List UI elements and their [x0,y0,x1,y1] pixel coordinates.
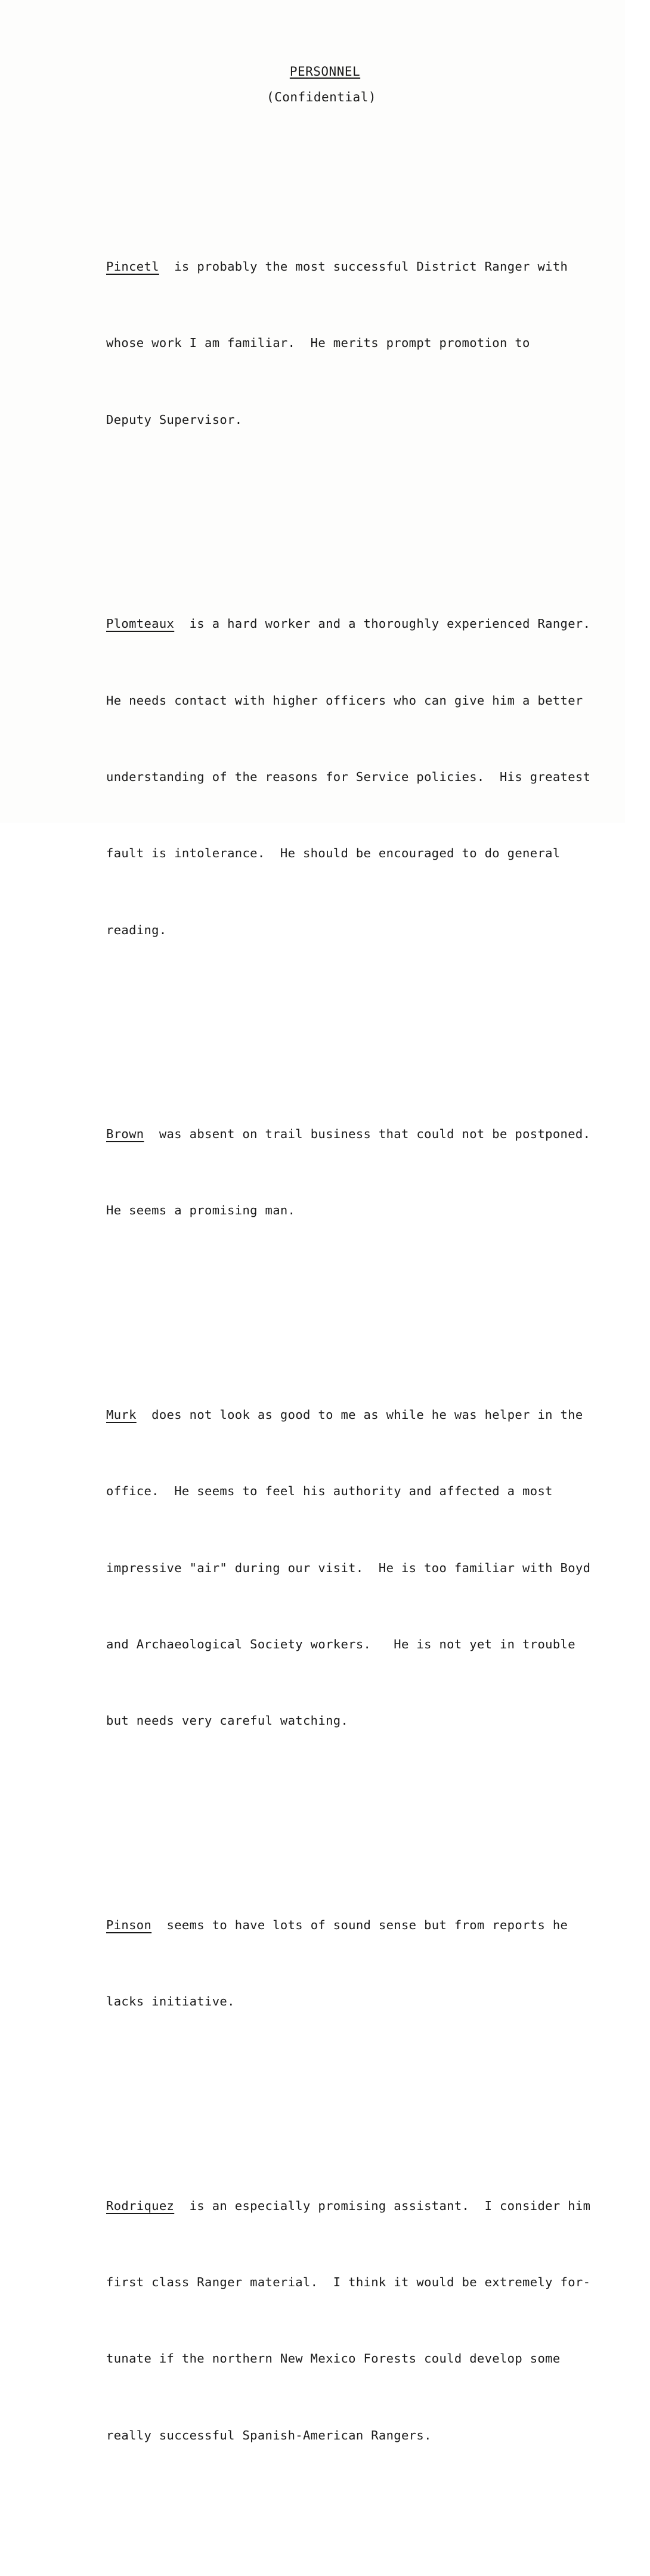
paragraph-line: fault is intolerance. He should be encouraged to do general [106,846,561,861]
person-name: Pincetl [106,259,159,274]
paragraph-line: He needs contact with higher officers who can give him a better [106,693,583,708]
paragraph-text: is an especially promising assistant. I consider him [174,2198,591,2213]
paragraph-pinson [106,1861,604,2065]
paragraph-first-line [106,1121,604,1147]
paragraph-first-line [106,1912,604,1938]
paragraph-text: was absent on trail business that could not be postponed. [144,1127,591,1142]
paragraph-pincetl [106,203,604,483]
paragraph-line: reading. [106,922,167,937]
paragraph-line: and Archaeological Society workers. He is not yet in trouble [106,1637,575,1652]
paragraph-line: but needs very careful watching. [106,1713,349,1728]
person-name: Brown [106,1127,144,1142]
paragraph-murk [106,1351,604,1785]
document-subtitle: (Confidential) [266,90,376,104]
paragraph-plomteaux [106,560,604,994]
document-body [106,126,604,2576]
document-title: PERSONNEL [289,64,361,79]
paragraph-line: office. He seems to feel his authority and affected a most [106,1484,553,1499]
paragraph-first-line [106,254,604,280]
paragraph-line: tunate if the northern New Mexico Forests could develop some [106,2351,561,2366]
paragraph-text: seems to have lots of sound sense but from reports he [151,1917,568,1932]
paragraph-line: first class Ranger material. I think it would be extremely for- [106,2274,591,2289]
paragraph-first-line [106,611,604,637]
person-name: Plomteaux [106,616,175,631]
paragraph-line: Deputy Supervisor. [106,412,243,427]
paragraph-text: is a hard worker and a thoroughly experienced Ranger. [174,616,591,631]
paragraph-line: understanding of the reasons for Service policies. His greatest [106,769,591,784]
paragraph-line: He seems a promising man. [106,1203,296,1218]
paragraph-line: really successful Spanish-American Rangers. [106,2428,432,2442]
person-name: Rodriquez [106,2198,175,2213]
paragraph-first-line [106,2193,604,2219]
paragraph-rodriquez [106,2142,604,2499]
person-name: Murk [106,1407,137,1422]
paragraph-first-line [106,1402,604,1428]
paragraph-line: whose work I am familiar. He merits prompt promotion to [106,336,530,351]
paragraph-text: does not look as good to me as while he was helper in the [136,1407,583,1422]
paragraph-line: impressive "air" during our visit. He is too familiar with Boyd [106,1560,591,1575]
paragraph-text: is probably the most successful District Ranger with [159,259,568,274]
paragraph-line: lacks initiative. [106,1994,235,2009]
person-name: Pinson [106,1917,152,1932]
paragraph-brown [106,1070,604,1274]
